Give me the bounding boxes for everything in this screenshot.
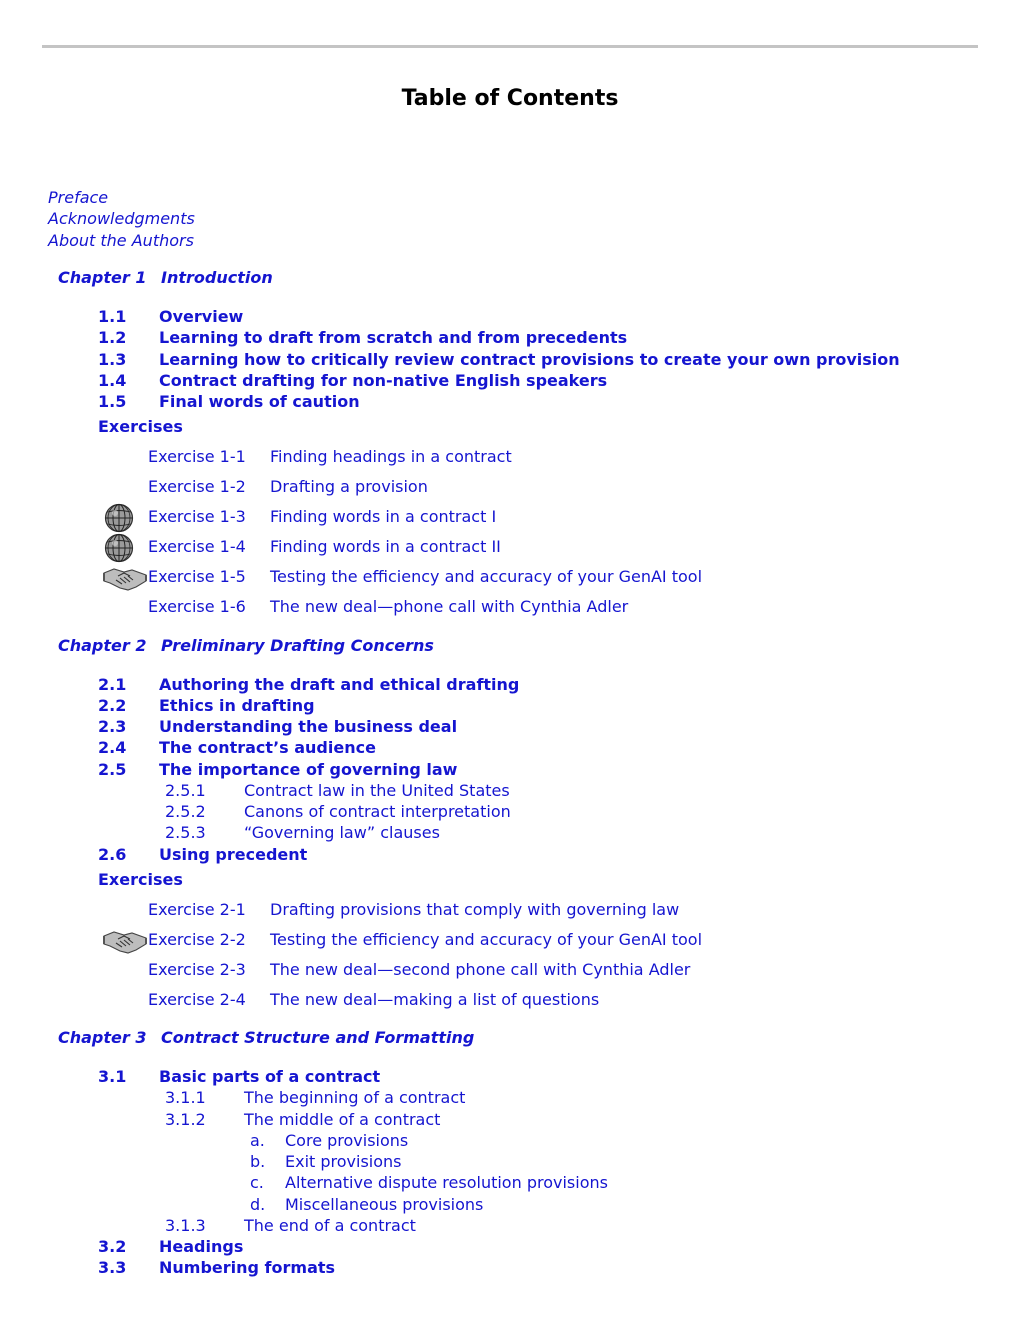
subsection-item-link[interactable] bbox=[250, 1195, 483, 1214]
section-number: 2.1 bbox=[98, 675, 127, 694]
front-matter-link[interactable]: Preface bbox=[48, 188, 109, 207]
section-number: 1.2 bbox=[98, 328, 127, 347]
exercise-title: Drafting a provision bbox=[270, 477, 428, 496]
chapter-heading[interactable] bbox=[58, 1028, 474, 1047]
section-title: Authoring the draft and ethical drafting bbox=[159, 675, 520, 694]
section-number: 1.5 bbox=[98, 392, 127, 411]
section-link[interactable] bbox=[98, 738, 376, 757]
exercise-link[interactable] bbox=[148, 537, 501, 556]
section-title: Using precedent bbox=[159, 845, 308, 864]
item-title: Alternative dispute resolution provisions bbox=[285, 1173, 608, 1192]
section-link[interactable] bbox=[98, 696, 315, 715]
item-letter: c. bbox=[250, 1173, 264, 1192]
section-link[interactable] bbox=[98, 1067, 380, 1086]
item-letter: b. bbox=[250, 1152, 266, 1171]
chapter-title: Contract Structure and Formatting bbox=[161, 1028, 475, 1047]
subsection-number: 2.5.3 bbox=[165, 823, 206, 842]
exercise-title: Finding headings in a contract bbox=[270, 447, 512, 466]
exercise-link[interactable] bbox=[148, 960, 690, 979]
section-link[interactable] bbox=[98, 1258, 335, 1277]
front-matter-link[interactable]: About the Authors bbox=[48, 231, 194, 250]
section-title: Contract drafting for non-native English speakers bbox=[159, 371, 608, 390]
section-number: 3.1 bbox=[98, 1067, 127, 1086]
section-link[interactable] bbox=[98, 760, 457, 779]
section-title: The contract’s audience bbox=[159, 738, 376, 757]
subsection-link[interactable] bbox=[165, 802, 511, 821]
subsection-number: 3.1.2 bbox=[165, 1110, 206, 1129]
exercise-link[interactable] bbox=[148, 507, 496, 526]
top-rule bbox=[42, 45, 978, 48]
exercise-title: Testing the efficiency and accuracy of your GenAI tool bbox=[270, 930, 703, 949]
section-number: 1.4 bbox=[98, 371, 127, 390]
section-link[interactable] bbox=[98, 328, 627, 347]
subsection-link[interactable] bbox=[165, 1088, 465, 1107]
section-title: Basic parts of a contract bbox=[159, 1067, 381, 1086]
section-title: Learning how to critically review contract provisions to create your own provision bbox=[159, 350, 900, 369]
section-title: Understanding the business deal bbox=[159, 717, 458, 736]
section-link[interactable] bbox=[98, 675, 519, 694]
exercise-title: Drafting provisions that comply with governing law bbox=[270, 900, 680, 919]
section-link[interactable] bbox=[98, 717, 457, 736]
handshake-icon bbox=[102, 926, 148, 956]
exercise-number: Exercise 1-3 bbox=[148, 507, 246, 526]
item-letter: d. bbox=[250, 1195, 266, 1214]
exercise-link[interactable] bbox=[148, 900, 679, 919]
section-title: Overview bbox=[159, 307, 244, 326]
chapter-number: Chapter 1 bbox=[58, 268, 147, 287]
subsection-link[interactable] bbox=[165, 781, 510, 800]
chapter-heading[interactable] bbox=[58, 268, 273, 287]
exercise-number: Exercise 2-1 bbox=[148, 900, 246, 919]
section-title: Headings bbox=[159, 1237, 244, 1256]
section-link[interactable] bbox=[98, 350, 900, 369]
section-link[interactable] bbox=[98, 392, 360, 411]
subsection-title: Canons of contract interpretation bbox=[244, 802, 511, 821]
subsection-link[interactable] bbox=[165, 1110, 440, 1129]
subsection-number: 2.5.2 bbox=[165, 802, 206, 821]
section-title: Learning to draft from scratch and from precedents bbox=[159, 328, 628, 347]
subsection-link[interactable] bbox=[165, 823, 440, 842]
subsection-title: “Governing law” clauses bbox=[244, 823, 440, 842]
section-title: Numbering formats bbox=[159, 1258, 336, 1277]
handshake-icon bbox=[102, 563, 148, 593]
exercise-number: Exercise 1-1 bbox=[148, 447, 246, 466]
globe-icon bbox=[104, 533, 134, 563]
subsection-number: 3.1.3 bbox=[165, 1216, 206, 1235]
item-letter: a. bbox=[250, 1131, 265, 1150]
section-link[interactable] bbox=[98, 845, 307, 864]
exercise-title: The new deal—making a list of questions bbox=[270, 990, 600, 1009]
globe-icon bbox=[104, 503, 134, 533]
exercise-title: The new deal—second phone call with Cynthia Adler bbox=[270, 960, 691, 979]
subsection-number: 2.5.1 bbox=[165, 781, 206, 800]
exercise-number: Exercise 1-4 bbox=[148, 537, 246, 556]
section-number: 3.2 bbox=[98, 1237, 127, 1256]
subsection-item-link[interactable] bbox=[250, 1131, 408, 1150]
exercises-heading[interactable]: Exercises bbox=[98, 417, 183, 436]
exercise-link[interactable] bbox=[148, 447, 512, 466]
subsection-number: 3.1.1 bbox=[165, 1088, 206, 1107]
section-number: 2.6 bbox=[98, 845, 127, 864]
section-number: 2.2 bbox=[98, 696, 127, 715]
exercises-heading[interactable]: Exercises bbox=[98, 870, 183, 889]
section-link[interactable] bbox=[98, 307, 243, 326]
exercise-link[interactable] bbox=[148, 477, 428, 496]
exercise-number: Exercise 2-2 bbox=[148, 930, 246, 949]
item-title: Exit provisions bbox=[285, 1152, 402, 1171]
subsection-title: The end of a contract bbox=[244, 1216, 416, 1235]
front-matter-link[interactable]: Acknowledgments bbox=[48, 209, 195, 228]
exercise-link[interactable] bbox=[148, 567, 702, 586]
exercise-number: Exercise 1-6 bbox=[148, 597, 246, 616]
chapter-number: Chapter 2 bbox=[58, 636, 147, 655]
exercise-title: The new deal—phone call with Cynthia Adler bbox=[270, 597, 629, 616]
exercise-number: Exercise 2-3 bbox=[148, 960, 246, 979]
exercise-title: Finding words in a contract II bbox=[270, 537, 501, 556]
exercise-number: Exercise 1-5 bbox=[148, 567, 246, 586]
subsection-item-link[interactable] bbox=[250, 1152, 402, 1171]
exercise-link[interactable] bbox=[148, 930, 702, 949]
subsection-item-link[interactable] bbox=[250, 1173, 608, 1192]
section-link[interactable] bbox=[98, 371, 607, 390]
section-link[interactable] bbox=[98, 1237, 243, 1256]
exercise-number: Exercise 2-4 bbox=[148, 990, 246, 1009]
subsection-link[interactable] bbox=[165, 1216, 416, 1235]
section-number: 3.3 bbox=[98, 1258, 127, 1277]
section-number: 1.3 bbox=[98, 350, 127, 369]
section-number: 2.5 bbox=[98, 760, 127, 779]
section-number: 1.1 bbox=[98, 307, 127, 326]
exercise-number: Exercise 1-2 bbox=[148, 477, 246, 496]
item-title: Core provisions bbox=[285, 1131, 409, 1150]
page-title: Table of Contents bbox=[401, 86, 619, 111]
subsection-title: The beginning of a contract bbox=[244, 1088, 466, 1107]
section-number: 2.4 bbox=[98, 738, 127, 757]
subsection-title: Contract law in the United States bbox=[244, 781, 510, 800]
chapter-heading[interactable] bbox=[58, 636, 434, 655]
chapter-title: Introduction bbox=[161, 268, 273, 287]
subsection-title: The middle of a contract bbox=[244, 1110, 441, 1129]
exercise-title: Finding words in a contract I bbox=[270, 507, 497, 526]
exercise-title: Testing the efficiency and accuracy of your GenAI tool bbox=[270, 567, 703, 586]
chapter-number: Chapter 3 bbox=[58, 1028, 147, 1047]
chapter-title: Preliminary Drafting Concerns bbox=[161, 636, 434, 655]
section-title: Ethics in drafting bbox=[159, 696, 315, 715]
section-title: The importance of governing law bbox=[159, 760, 458, 779]
section-title: Final words of caution bbox=[159, 392, 360, 411]
exercise-link[interactable] bbox=[148, 597, 628, 616]
section-number: 2.3 bbox=[98, 717, 127, 736]
item-title: Miscellaneous provisions bbox=[285, 1195, 484, 1214]
exercise-link[interactable] bbox=[148, 990, 599, 1009]
